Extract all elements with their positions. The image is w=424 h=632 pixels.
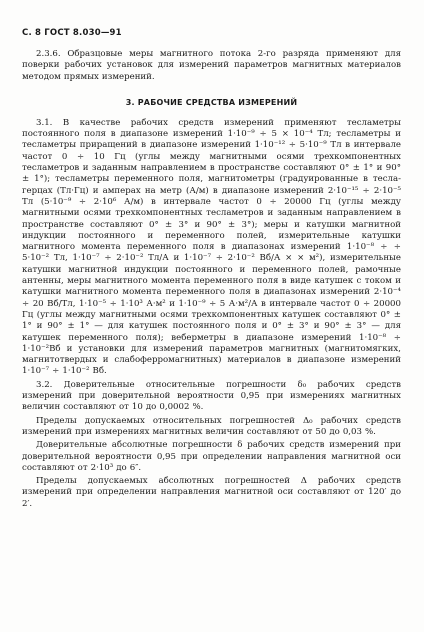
paragraph-2-3-6: 2.3.6. Образцовые меры магнитного потока 2-го разряда применяют для поверки рабочих установок для измерений параметров магнитных материалов методом прямых измерений.: [22, 49, 401, 82]
paragraph-limits-absolute: Пределы допускаемых абсолютных погрешностей Δ рабочих средств измерений при определении направления магнитной оси составляют от 120′ до 2′.: [22, 476, 401, 509]
page-header: С. 8 ГОСТ 8.030—91: [22, 28, 122, 38]
section-title: 3. РАБОЧИЕ СРЕДСТВА ИЗМЕРЕНИЙ: [125, 97, 298, 107]
paragraph-3-2: 3.2. Доверительные относительные погрешности δ₀ рабочих средств измерений при доверительной вероятности 0,95 при измерениях магнитных величин составляют от 10 до 0,0002 %.: [22, 379, 401, 413]
paragraph-abs-confidence: Доверительные абсолютные погрешности δ рабочих средств измерений при доверительной вероятности 0,95 при определении направления магнитной оси составляют от 2·10³ до 6″.: [22, 440, 401, 473]
paragraph-limits-relative: Пределы допускаемых относительных погрешностей Δ₀ рабочих средств измерений при измерениях магнитных величин составляют от 50 до 0,03 %.: [22, 415, 401, 437]
paragraph-3-1: 3.1. В качестве рабочих средств измерений применяют тесламетры постоянного поля в диапазоне измерений 1·10⁻⁹ ÷ 5 × 10⁻⁴ Тл; тесламетры и тесламетры приращений в диапазоне измерений 1·10⁻¹² ÷ 5·10⁻⁹ Тл в интервале частот 0 ÷ 10 Гц (углы между магнитными осями трехкомпонентных тесламетров и заданным направлением в пространстве составляют 0° ± 1° и 90° ± 1°); тесламетры переменного поля, магнитометры (градуированные в тесла-герцах (Тл·Гц) и амперах на метр (А/м) в диапазоне измерений 2·10⁻¹⁵ ÷ 2·10⁻⁵ Тл (5·10⁻⁹ ÷ 2·10⁶ А/м) в интервале частот 0 ÷ 20000 Гц (углы между магнитными осями трехкомпонентных тесламетров и заданным направлением в пространстве составляют 0° ± 3° и 90° ± 3°); меры и катушки магнитной индукции постоянного и переменного полей, измерительные катушки магнитного момента переменного поля в диапазонах измерений 1·10⁻⁸ ÷ ÷ 5·10⁻² Тл, 1·10⁻⁷ ÷ 2·10⁻² Тл/А и 1·10⁻⁷ ÷ 2·10⁻² Вб/А × × м²), измерительные катушки магнитной индукции постоянного и переменного полей, рамочные антенны, меры магнитного момента переменного поля в виде катушек с током и катушки магнитного момента переменного поля в диапазонах измерений 2·10⁻⁴ ÷ 20 Вб/Тл, 1·10⁻⁵ ÷ 1·10³ А·м² и 1·10⁻⁹ ÷ 5 А·м²/А в интервале частот 0 ÷ 20000 Гц (углы между магнитными осями трехкомпонентных катушек составляют 0° ± 1° и 90° ± 1° — для катушек постоянного поля и 0° ± 3° и 90° ± 3° — для катушек переменного поля); веберметры в диапазоне измерений 1·10⁻⁸ ÷ 1·10⁻²Вб и установки для измерений параметров магнитных (магнитомягких, магнитотвердых и слабоферромагнитных) материалов в диапазоне измерений 1·10⁻⁷ ÷ 1·10⁻² Вб.: [22, 117, 401, 377]
